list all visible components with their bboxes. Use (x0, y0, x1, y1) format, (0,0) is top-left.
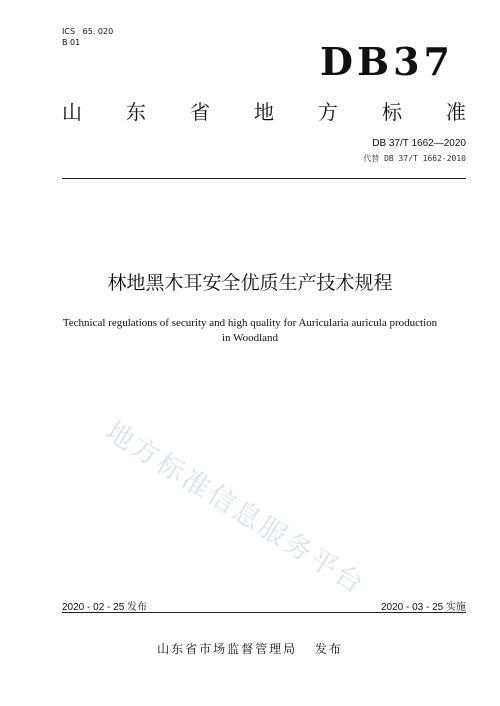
provincial-char: 省 (190, 100, 210, 124)
implementation-date: 2020 - 03 - 25 实施 (380, 602, 466, 613)
standard-number: DB 37/T 1662—2020 (372, 138, 466, 149)
watermark: 地方标准信息服务平台 (99, 415, 371, 602)
ics-code: ICS 65. 020 (62, 27, 114, 36)
title-en-line1: Technical regulations of security and high quality for Auricularia auricula production (62, 317, 438, 329)
replaces-standard: 代替 DB 37/T 1662-2010 (363, 154, 466, 163)
title-en-line2: in Woodland (221, 332, 279, 344)
issuer-action: 发布 (314, 642, 343, 656)
db-code: DB37 (320, 39, 454, 84)
provincial-standard-heading (62, 99, 466, 125)
provincial-char: 东 (126, 100, 146, 124)
issue-date: 2020 - 02 - 25 发布 (62, 602, 148, 613)
provincial-char: 地 (254, 100, 274, 124)
classification-codes (62, 26, 113, 48)
provincial-char: 标 (382, 100, 402, 124)
document-title-zh: 林地黑木耳安全优质生产技术规程 (107, 272, 393, 294)
provincial-char: 山 (62, 100, 82, 124)
issuer (0, 640, 500, 657)
ccs-code: B 01 (62, 38, 81, 47)
provincial-char: 准 (446, 100, 466, 124)
footer-divider (62, 612, 466, 613)
header-divider (62, 178, 466, 179)
provincial-char: 方 (318, 100, 338, 124)
document-title-en (30, 316, 470, 346)
issuer-name: 山东省市场监督管理局 (157, 642, 298, 656)
